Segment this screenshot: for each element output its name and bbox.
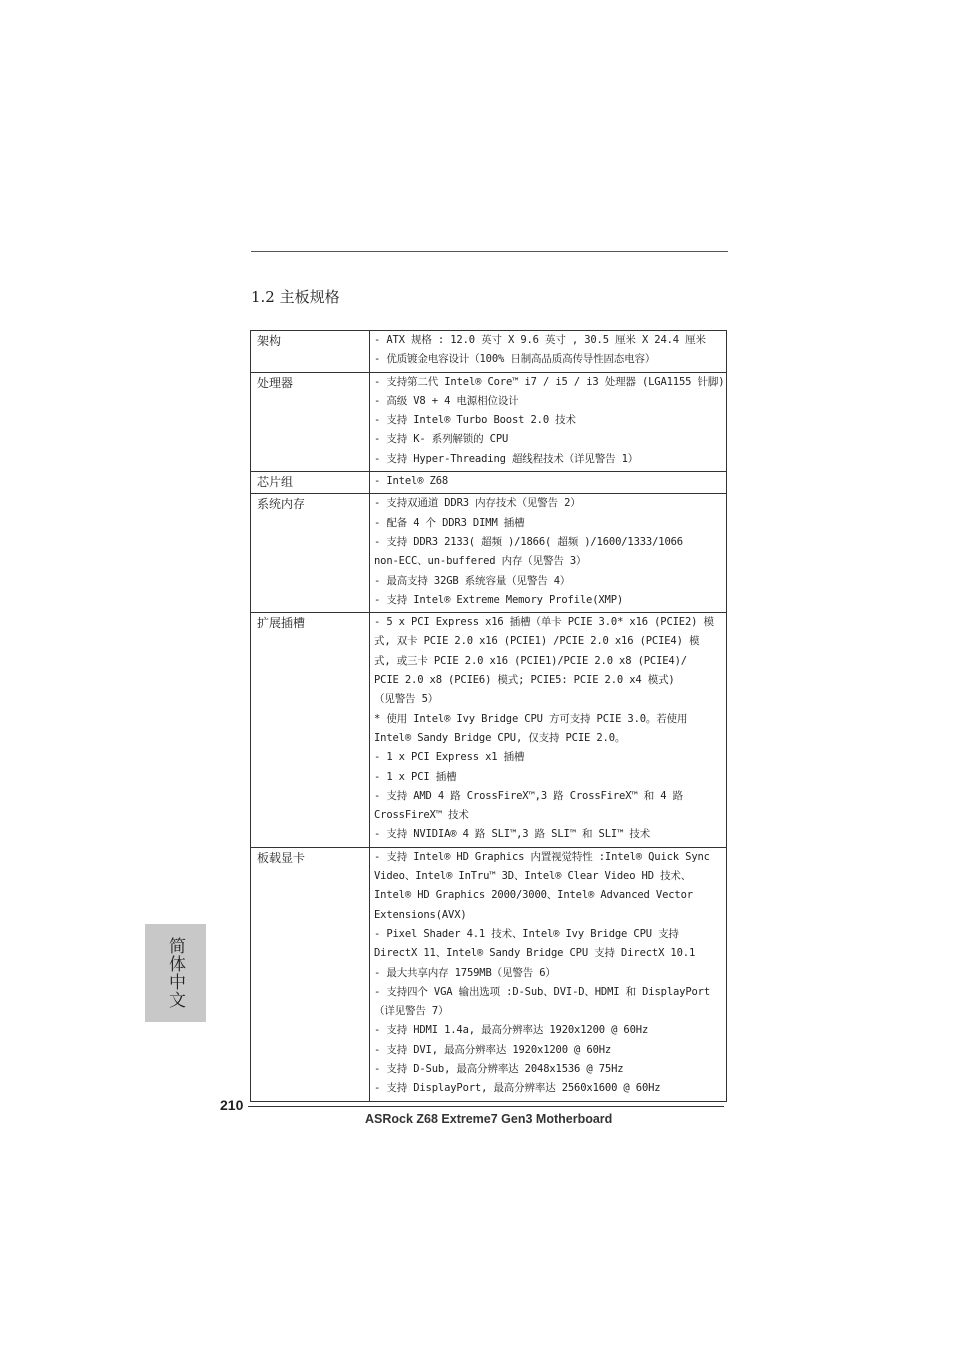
spec-line: - 1 x PCI 插槽 xyxy=(374,770,457,783)
spec-row xyxy=(251,372,727,471)
spec-line: - 支持 D-Sub, 最高分辨率达 2048x1536 @ 75Hz xyxy=(374,1062,624,1075)
spec-line: non-ECC、un-buffered 内存（见警告 3） xyxy=(374,555,587,568)
spec-line: - 支持 DVI, 最高分辨率达 1920x1200 @ 60Hz xyxy=(374,1043,612,1056)
spec-line: DirectX 11、Intel® Sandy Bridge CPU 支持 DirectX 10.1 xyxy=(374,947,696,960)
spec-line: - 支持 Intel® HD Graphics 内置视觉特性 :Intel® Quick Sync xyxy=(374,850,710,863)
spec-line: - 支持 Intel® Extreme Memory Profile(XMP) xyxy=(374,593,624,606)
spec-line: - 1 x PCI Express x1 插槽 xyxy=(374,751,525,764)
spec-line: Video、Intel® InTru™ 3D、Intel® Clear Video HD 技术、 xyxy=(374,870,692,883)
spec-content xyxy=(370,494,727,613)
spec-label: 处理器 xyxy=(251,372,370,471)
spec-line: * 使用 Intel® Ivy Bridge CPU 方可支持 PCIE 3.0。若使用 xyxy=(374,712,688,725)
language-tab-label: 简体中文 xyxy=(165,937,185,1009)
spec-line: Intel® Sandy Bridge CPU, 仅支持 PCIE 2.0。 xyxy=(374,731,626,744)
spec-line: （见警告 5） xyxy=(374,693,439,706)
spec-line: PCIE 2.0 x8 (PCIE6) 模式; PCIE5: PCIE 2.0 x4 模式) xyxy=(374,674,675,687)
spec-line: - 支持 HDMI 1.4a, 最高分辨率达 1920x1200 @ 60Hz xyxy=(374,1024,649,1037)
spec-row xyxy=(251,494,727,613)
page-number: 210 xyxy=(220,1097,244,1113)
spec-row xyxy=(251,331,727,373)
spec-label: 架构 xyxy=(251,331,370,373)
spec-line: - 优质镀金电容设计（100% 日制高品质高传导性固态电容） xyxy=(374,353,656,366)
spec-label: 扩展插槽 xyxy=(251,613,370,848)
spec-label: 系统内存 xyxy=(251,494,370,613)
spec-row xyxy=(251,613,727,848)
spec-line: - 最大共享内存 1759MB（见警告 6） xyxy=(374,966,556,979)
spec-line: - 支持 DDR3 2133( 超频 )/1866( 超频 )/1600/1333/1066 xyxy=(374,535,683,548)
spec-table xyxy=(250,330,727,1102)
spec-line: - 支持 AMD 4 路 CrossFireX™,3 路 CrossFireX™ 和 4 路 xyxy=(374,789,683,802)
spec-line: 式, 双卡 PCIE 2.0 x16 (PCIE1) /PCIE 2.0 x16 (PCIE4) 模 xyxy=(374,635,700,648)
spec-line: - 高级 V8 + 4 电源相位设计 xyxy=(374,394,519,407)
spec-line: Intel® HD Graphics 2000/3000、Intel® Advanced Vector xyxy=(374,889,693,902)
spec-line: - 最高支持 32GB 系统容量（见警告 4） xyxy=(374,574,571,587)
spec-line: - 支持 K- 系列解锁的 CPU xyxy=(374,433,509,446)
spec-content xyxy=(370,472,727,494)
top-divider xyxy=(251,251,728,252)
footer-title: ASRock Z68 Extreme7 Gen3 Motherboard xyxy=(365,1112,613,1126)
spec-content xyxy=(370,372,727,471)
spec-line: CrossFireX™ 技术 xyxy=(374,809,469,822)
spec-line: - Pixel Shader 4.1 技术、Intel® Ivy Bridge CPU 支持 xyxy=(374,927,679,940)
language-tab xyxy=(145,924,206,1022)
spec-line: - 支持双通道 DDR3 内存技术（见警告 2） xyxy=(374,497,581,510)
spec-label: 板载显卡 xyxy=(251,847,370,1101)
spec-content xyxy=(370,613,727,848)
spec-line: - 支持 Intel® Turbo Boost 2.0 技术 xyxy=(374,414,576,427)
spec-line: - ATX 规格 : 12.0 英寸 X 9.6 英寸 , 30.5 厘米 X 24.4 厘米 xyxy=(374,334,706,346)
section-title: 1.2 主板规格 xyxy=(251,288,340,306)
spec-line: - 支持 NVIDIA® 4 路 SLI™,3 路 SLI™ 和 SLI™ 技术 xyxy=(374,828,651,841)
spec-row xyxy=(251,847,727,1101)
spec-line: - 支持 Hyper-Threading 超线程技术（详见警告 1） xyxy=(374,452,639,465)
spec-content xyxy=(370,331,727,373)
footer-divider xyxy=(248,1106,724,1107)
spec-content xyxy=(370,847,727,1101)
spec-row xyxy=(251,472,727,494)
spec-line: - 5 x PCI Express x16 插槽（单卡 PCIE 3.0* x16 (PCIE2) 模 xyxy=(374,616,714,629)
spec-line: 式, 或三卡 PCIE 2.0 x16 (PCIE1)/PCIE 2.0 x8 (PCIE4)/ xyxy=(374,654,687,667)
spec-line: - 配备 4 个 DDR3 DIMM 插槽 xyxy=(374,516,525,529)
spec-line: - 支持第二代 Intel® Core™ i7 / i5 / i3 处理器 (LGA1155 针脚) xyxy=(374,375,725,388)
spec-line: - Intel® Z68 xyxy=(374,475,449,488)
spec-line: （详见警告 7） xyxy=(374,1005,449,1018)
spec-line: - 支持四个 VGA 输出选项 :D-Sub、DVI-D、HDMI 和 DisplayPort xyxy=(374,985,711,998)
spec-label: 芯片组 xyxy=(251,472,370,494)
spec-line: Extensions(AVX) xyxy=(374,908,467,921)
spec-line: - 支持 DisplayPort, 最高分辨率达 2560x1600 @ 60Hz xyxy=(374,1082,661,1095)
